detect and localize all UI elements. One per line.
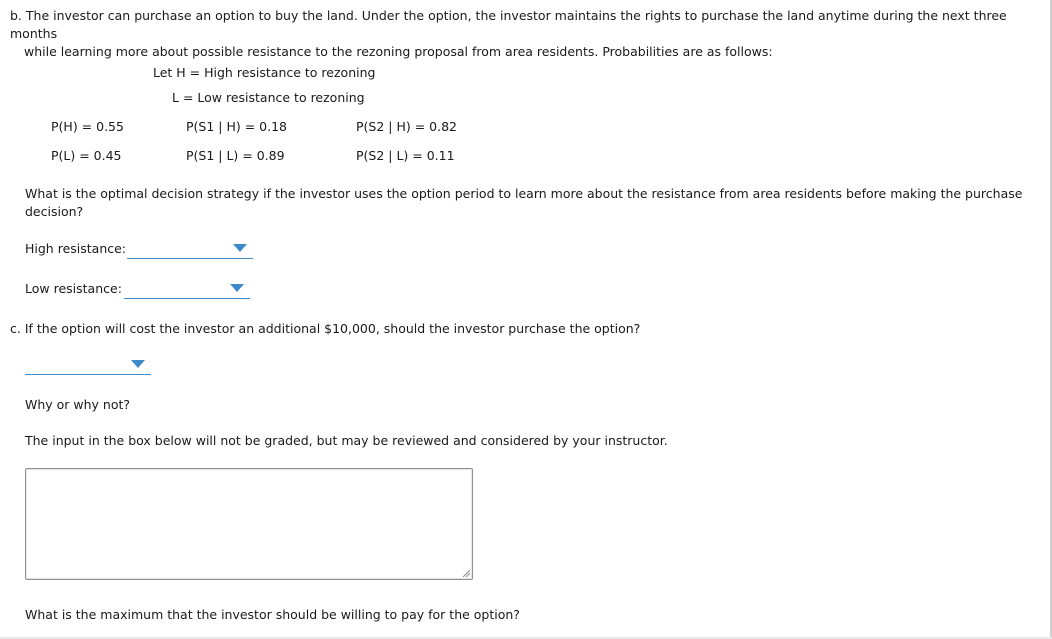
high-resistance-dropdown[interactable]: [127, 238, 253, 259]
grading-note: The input in the box below will not be graded, but may be reviewed and considered by your instructor.: [25, 433, 668, 448]
prob-s2-given-h: P(S2 | H) = 0.82: [356, 119, 457, 134]
prob-s2-given-l: P(S2 | L) = 0.11: [356, 148, 455, 163]
definition-h: Let H = High resistance to rezoning: [153, 65, 376, 80]
prob-h: P(H) = 0.55: [51, 119, 124, 134]
intro-line-2: while learning more about possible resistance to the rezoning proposal from area residents. Probabilities are as follows:: [24, 44, 773, 59]
caret-down-icon: [230, 284, 244, 292]
prob-l: P(L) = 0.45: [51, 148, 122, 163]
max-payment-question: What is the maximum that the investor should be willing to pay for the option?: [25, 607, 520, 622]
part-b-intro: [10, 7, 1035, 61]
part-c-question: c. If the option will cost the investor an additional $10,000, should the investor purchase the option?: [10, 321, 641, 336]
caret-down-icon: [233, 244, 247, 252]
high-resistance-label: High resistance:: [25, 241, 127, 256]
purchase-option-dropdown[interactable]: [25, 354, 151, 375]
prob-s1-given-l: P(S1 | L) = 0.89: [186, 148, 285, 163]
definition-l: L = Low resistance to rezoning: [172, 90, 365, 105]
response-textarea[interactable]: [25, 468, 473, 580]
low-resistance-dropdown[interactable]: [124, 278, 250, 299]
strategy-question: What is the optimal decision strategy if the investor uses the option period to learn more about the resistance from area residents before making the purchase decision?: [25, 186, 1023, 219]
why-label: Why or why not?: [25, 397, 131, 412]
low-resistance-label: Low resistance:: [25, 281, 122, 296]
prob-s1-given-h: P(S1 | H) = 0.18: [186, 119, 287, 134]
caret-down-icon: [131, 360, 145, 368]
intro-line-1: b. The investor can purchase an option to buy the land. Under the option, the investor maintains the rights to purchase the land anytime during the next three months: [10, 8, 1007, 41]
resize-grip-icon[interactable]: [461, 568, 471, 578]
